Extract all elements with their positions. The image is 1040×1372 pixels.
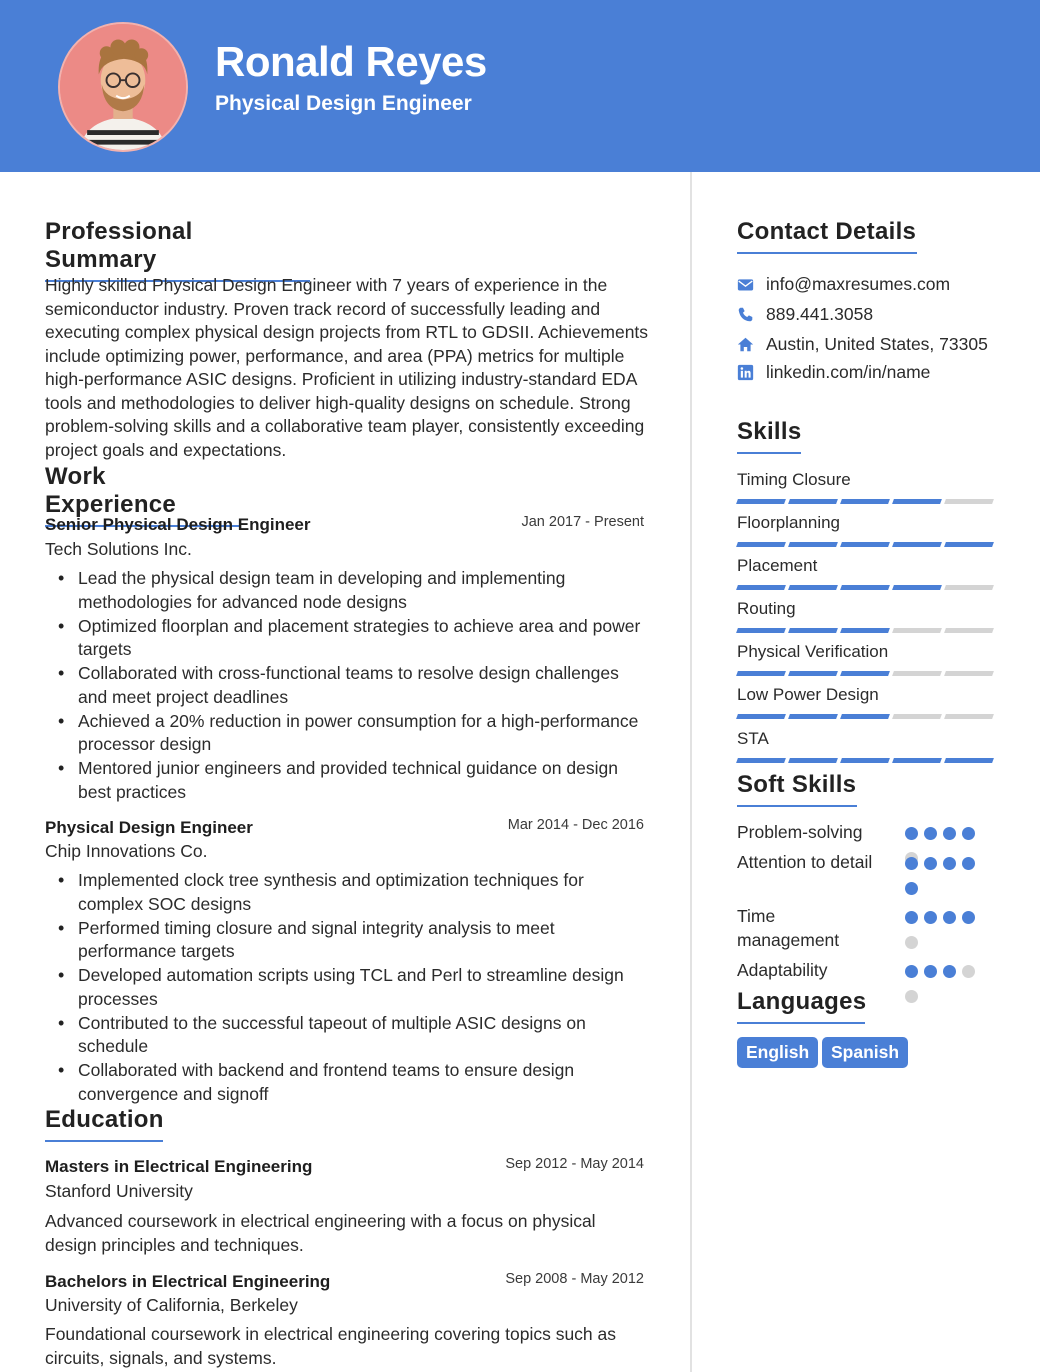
- skill-level-segment: [892, 628, 942, 633]
- job-dates: Jan 2017 - Present: [521, 514, 644, 530]
- skill-level-segment: [944, 671, 994, 676]
- skill-level-segment: [788, 585, 838, 590]
- soft-skill-name: Attention to detail: [737, 852, 873, 872]
- rating-dot: [943, 827, 956, 840]
- education-dates: Sep 2012 - May 2014: [505, 1156, 644, 1172]
- degree-title: Masters in Electrical Engineering: [45, 1157, 313, 1176]
- soft-skill-rating: [905, 857, 985, 895]
- rating-dot: [905, 911, 918, 924]
- skill-level-segment: [840, 585, 890, 590]
- job-dates: Mar 2014 - Dec 2016: [507, 817, 644, 833]
- skill-level-segment: [788, 714, 838, 719]
- phone-text: 889.441.3058: [766, 304, 874, 324]
- rating-dot: [962, 965, 975, 978]
- rating-dot: [962, 827, 975, 840]
- skill-level-segment: [840, 542, 890, 547]
- linkedin-icon: [737, 364, 754, 381]
- skill-level-segment: [944, 758, 994, 763]
- soft-skill-item: [737, 904, 997, 952]
- rating-dot: [924, 827, 937, 840]
- skill-level-segment: [736, 714, 786, 719]
- contact-heading: Contact Details: [737, 218, 917, 254]
- skill-name: Low Power Design: [737, 685, 879, 704]
- rating-dot: [943, 965, 956, 978]
- phone-icon: [737, 306, 754, 323]
- soft-skill-name: Adaptability: [737, 960, 828, 980]
- skill-level-segment: [840, 714, 890, 719]
- skill-level-segment: [840, 499, 890, 504]
- linkedin-text: linkedin.com/in/name: [766, 362, 931, 382]
- language-badge: English: [737, 1037, 818, 1068]
- skill-level-segment: [944, 585, 994, 590]
- skill-level-segment: [736, 628, 786, 633]
- contact-email[interactable]: [737, 274, 950, 295]
- skill-level-segment: [944, 499, 994, 504]
- list-item: • Mentored junior engineers and provided technical guidance on design best practices: [46, 757, 651, 804]
- skill-name: STA: [737, 729, 769, 748]
- skill-level-bar: [737, 758, 993, 763]
- skill-level-bar: [737, 671, 993, 676]
- rating-dot: [924, 911, 937, 924]
- rating-dot: [905, 965, 918, 978]
- list-item: • Collaborated with cross-functional teams to resolve design challenges and meet project deadlines: [46, 662, 651, 709]
- rating-dot: [905, 857, 918, 870]
- summary-heading: Professional Summary: [45, 218, 310, 282]
- summary-text: Highly skilled Physical Design Engineer with 7 years of experience in the semiconductor industry. Proven track record of successfully leading and executing complex physical design projects from RTL to GDSII. Achievements include optimizing power, performance, and area (PPA) metrics for multiple high-performance ASIC designs. Proficient in utilizing industry-standard EDA tools and methodologies to deliver high-quality designs on schedule. Strong problem-solving skills and a collaborative team player, consistently exceeding project goals and expectations.: [45, 275, 649, 460]
- soft-skill-item: [737, 850, 997, 874]
- job-bullets: [46, 567, 651, 805]
- soft-skill-item: [737, 820, 997, 844]
- skill-level-bar: [737, 542, 993, 547]
- soft-skill-name: Time management: [737, 906, 840, 950]
- list-item: • Contributed to the successful tapeout of multiple ASIC designs on schedule: [46, 1012, 651, 1059]
- rating-dot: [905, 990, 918, 1003]
- skill-item: [737, 556, 993, 590]
- list-item: • Achieved a 20% reduction in power consumption for a high-performance processor design: [46, 710, 651, 757]
- contact-linkedin[interactable]: [737, 362, 930, 383]
- skills-heading: Skills: [737, 418, 801, 454]
- skill-level-segment: [840, 758, 890, 763]
- rating-dot: [924, 965, 937, 978]
- list-item: • Developed automation scripts using TCL and Perl to streamline design processes: [46, 964, 651, 1011]
- skill-level-segment: [788, 542, 838, 547]
- list-item: • Performed timing closure and signal integrity analysis to meet performance targets: [46, 917, 651, 964]
- experience-heading: Work Experience: [45, 463, 241, 527]
- profile-photo: [58, 22, 188, 152]
- rating-dot: [943, 857, 956, 870]
- skill-level-segment: [892, 714, 942, 719]
- skill-name: Timing Closure: [737, 470, 851, 489]
- education-dates: Sep 2008 - May 2012: [505, 1271, 644, 1287]
- skill-item: [737, 685, 993, 719]
- person-avatar-icon: [60, 24, 186, 150]
- skill-level-segment: [840, 628, 890, 633]
- column-divider: [690, 172, 692, 1372]
- skill-level-bar: [737, 714, 993, 719]
- skill-level-segment: [892, 542, 942, 547]
- skill-level-segment: [788, 499, 838, 504]
- skill-level-segment: [944, 628, 994, 633]
- skill-level-segment: [736, 542, 786, 547]
- skill-item: [737, 642, 993, 676]
- list-item: • Optimized floorplan and placement strategies to achieve area and power targets: [46, 615, 651, 662]
- skill-level-segment: [736, 758, 786, 763]
- candidate-title: Physical Design Engineer: [215, 92, 472, 115]
- soft-skill-item: [737, 958, 997, 982]
- email-text: info@maxresumes.com: [766, 274, 951, 294]
- skill-level-segment: [892, 499, 942, 504]
- rating-dot: [905, 882, 918, 895]
- skill-item: [737, 470, 993, 504]
- job-bullets: [46, 869, 651, 1107]
- skill-name: Floorplanning: [737, 513, 841, 532]
- school-name: University of California, Berkeley: [45, 1295, 298, 1315]
- skill-name: Placement: [737, 556, 818, 575]
- resume-header: [0, 0, 1040, 172]
- soft-skill-rating: [905, 965, 985, 1003]
- education-heading: Education: [45, 1106, 163, 1142]
- education-description: Foundational coursework in electrical engineering covering topics such as circuits, signals, and systems.: [45, 1324, 617, 1368]
- skill-level-segment: [788, 758, 838, 763]
- skill-level-segment: [892, 585, 942, 590]
- soft-skill-rating: [905, 911, 985, 949]
- rating-dot: [905, 827, 918, 840]
- skill-level-bar: [737, 628, 993, 633]
- skill-name: Physical Verification: [737, 642, 889, 661]
- skill-level-bar: [737, 499, 993, 504]
- skill-level-bar: [737, 585, 993, 590]
- skill-level-segment: [944, 542, 994, 547]
- list-item: • Collaborated with backend and frontend teams to ensure design convergence and signoff: [46, 1059, 651, 1106]
- list-item: • Lead the physical design team in developing and implementing methodologies for advanced node designs: [46, 567, 651, 614]
- skill-item: [737, 599, 993, 633]
- list-item: • Implemented clock tree synthesis and optimization techniques for complex SOC designs: [46, 869, 651, 916]
- envelope-icon: [737, 276, 754, 293]
- skill-level-segment: [736, 585, 786, 590]
- job-company: Tech Solutions Inc.: [45, 539, 192, 559]
- rating-dot: [905, 936, 918, 949]
- skill-level-segment: [892, 758, 942, 763]
- contact-location: [737, 334, 988, 355]
- contact-phone[interactable]: [737, 304, 873, 325]
- rating-dot: [943, 911, 956, 924]
- soft-skills-heading: Soft Skills: [737, 771, 857, 807]
- rating-dot: [962, 857, 975, 870]
- job-title: Physical Design Engineer: [45, 818, 253, 837]
- skill-level-segment: [736, 499, 786, 504]
- rating-dot: [924, 857, 937, 870]
- skill-level-segment: [892, 671, 942, 676]
- degree-title: Bachelors in Electrical Engineering: [45, 1272, 331, 1291]
- skill-level-segment: [736, 671, 786, 676]
- skill-level-segment: [944, 714, 994, 719]
- skill-item: [737, 513, 993, 547]
- languages-heading: Languages: [737, 988, 865, 1024]
- rating-dot: [962, 911, 975, 924]
- skill-level-segment: [788, 628, 838, 633]
- location-text: Austin, United States, 73305: [766, 334, 988, 354]
- skill-name: Routing: [737, 599, 796, 618]
- skill-level-segment: [788, 671, 838, 676]
- candidate-name: Ronald Reyes: [215, 38, 487, 85]
- skill-level-segment: [840, 671, 890, 676]
- school-name: Stanford University: [45, 1181, 193, 1201]
- skill-item: [737, 729, 993, 763]
- job-company: Chip Innovations Co.: [45, 841, 208, 861]
- job-title: Senior Physical Design Engineer: [45, 515, 311, 534]
- home-icon: [737, 336, 754, 353]
- language-badge: Spanish: [822, 1037, 908, 1068]
- soft-skill-name: Problem-solving: [737, 822, 863, 842]
- education-description: Advanced coursework in electrical engineering with a focus on physical design principles and techniques.: [45, 1211, 596, 1255]
